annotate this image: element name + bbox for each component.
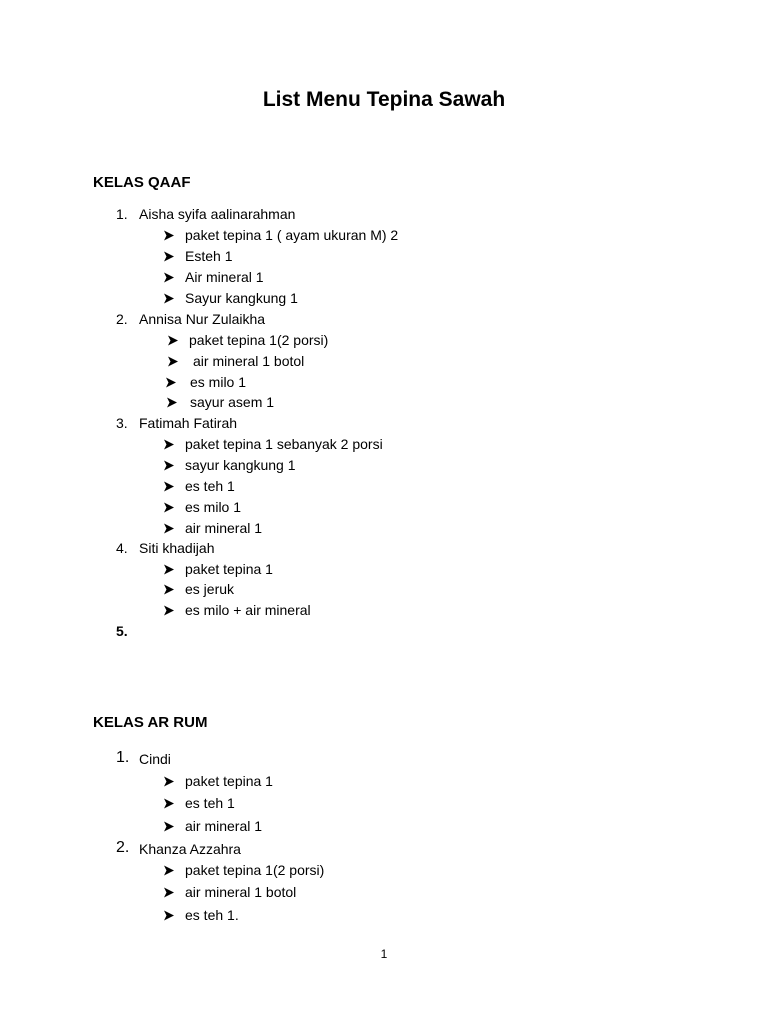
arrowhead-bullet-icon: [163, 518, 179, 538]
menu-item: paket tepina 1 sebanyak 2 porsi: [185, 436, 383, 452]
student-name: Siti khadijah: [139, 540, 215, 556]
arrowhead-bullet-icon: [163, 288, 179, 308]
menu-item: paket tepina 1: [185, 561, 273, 577]
arrowhead-bullet-icon: [166, 392, 182, 412]
menu-item: air mineral 1 botol: [193, 353, 305, 369]
arrowhead-bullet-icon: [163, 267, 179, 287]
menu-item: Sayur kangkung 1: [185, 290, 298, 306]
page-title: List Menu Tepina Sawah: [262, 88, 506, 111]
arrowhead-bullet-icon: [163, 882, 179, 902]
menu-item: air mineral 1: [185, 818, 263, 834]
section-heading-ar-rum: KELAS AR RUM: [93, 714, 208, 731]
arrowhead-bullet-icon: [163, 497, 179, 517]
arrowhead-bullet-icon: [163, 793, 179, 813]
student-number: 4.: [116, 540, 128, 556]
arrowhead-bullet-icon: [163, 559, 179, 579]
student-number: 3.: [116, 415, 128, 431]
student-name: Aisha syifa aalinarahman: [139, 206, 296, 222]
arrowhead-bullet-icon: [163, 476, 179, 496]
arrowhead-bullet-icon: [163, 600, 179, 620]
student-number: 2.: [116, 311, 128, 327]
menu-item: air mineral 1: [185, 520, 263, 536]
menu-item: air mineral 1 botol: [185, 884, 297, 900]
menu-item: es teh 1: [185, 795, 235, 811]
student-name: Fatimah Fatirah: [139, 415, 238, 431]
student-number: 1.: [116, 206, 128, 222]
arrowhead-bullet-icon: [165, 372, 181, 392]
menu-item: es teh 1: [185, 478, 235, 494]
arrowhead-bullet-icon: [163, 905, 179, 925]
student-name: Annisa Nur Zulaikha: [139, 311, 266, 327]
student-number: 2.: [116, 839, 130, 856]
menu-item: es teh 1.: [185, 907, 239, 923]
menu-item: es milo 1: [185, 499, 242, 515]
menu-item: es milo + air mineral: [185, 602, 311, 618]
page-number: 1: [380, 947, 388, 961]
menu-item: sayur asem 1: [190, 394, 275, 410]
menu-item: es jeruk: [185, 581, 235, 597]
arrowhead-bullet-icon: [163, 225, 179, 245]
arrowhead-bullet-icon: [167, 351, 183, 371]
section-heading-qaaf: KELAS QAAF: [93, 174, 191, 191]
arrowhead-bullet-icon: [163, 434, 179, 454]
menu-item: Air mineral 1: [185, 269, 264, 285]
arrowhead-bullet-icon: [163, 816, 179, 836]
arrowhead-bullet-icon: [163, 246, 179, 266]
arrowhead-bullet-icon: [163, 771, 179, 791]
menu-item: paket tepina 1 ( ayam ukuran M) 2: [185, 227, 399, 243]
student-name: Khanza Azzahra: [139, 841, 241, 857]
student-name: Cindi: [139, 751, 171, 767]
menu-item: es milo 1: [190, 374, 247, 390]
arrowhead-bullet-icon: [167, 330, 183, 350]
student-number: 1.: [116, 749, 130, 766]
arrowhead-bullet-icon: [163, 455, 179, 475]
menu-item: Esteh 1: [185, 248, 233, 264]
arrowhead-bullet-icon: [163, 860, 179, 880]
menu-item: sayur kangkung 1: [185, 457, 296, 473]
arrowhead-bullet-icon: [163, 579, 179, 599]
menu-item: paket tepina 1(2 porsi): [185, 862, 325, 878]
menu-item: paket tepina 1: [185, 773, 273, 789]
menu-item: paket tepina 1(2 porsi): [189, 332, 329, 348]
student-number: 5.: [116, 623, 128, 639]
